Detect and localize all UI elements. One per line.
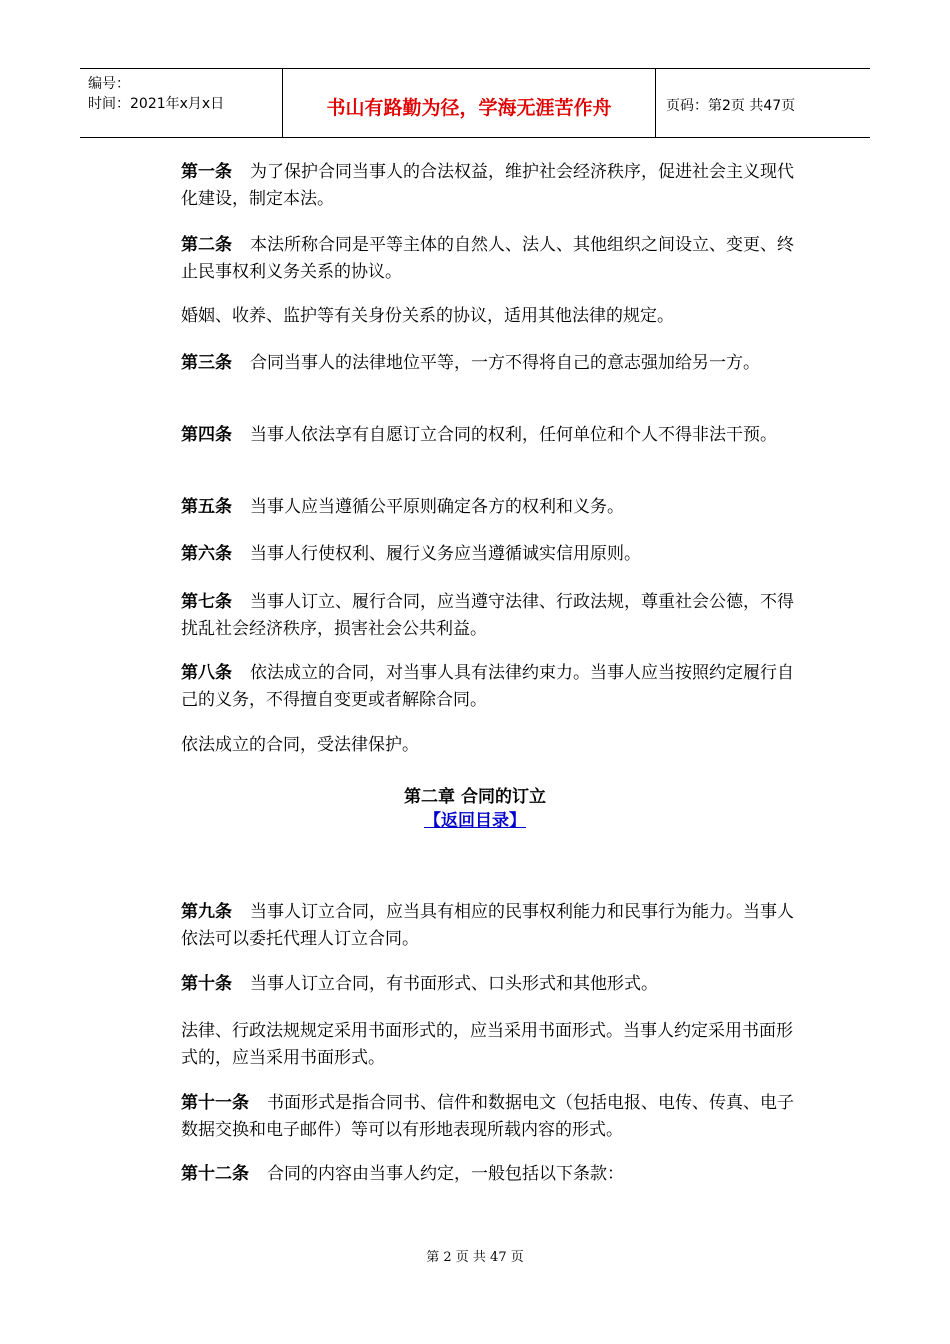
date-label: 时间：2021年x月x日 [88,96,225,112]
header-meta [80,69,283,137]
article-term: 第六条 [181,544,232,564]
article-text: 当事人订立、履行合同，应当遵守法律、行政法规，尊重社会公德，不得扰乱社会经济秩序，损害社会公共利益。 [181,592,794,639]
article-text: 依法成立的合同，受法律保护。 [181,735,419,755]
article-1 [145,159,805,213]
article-text: 书面形式是指合同书、信件和数据电文（包括电报、电传、传真、电子数据交换和电子邮件）等可以有形地表现所载内容的形式。 [181,1093,794,1140]
page-footer: 第 2 页 共 47 页 [426,1250,524,1265]
article-5 [145,494,805,521]
article-2-para [145,303,805,330]
article-10-para [145,1018,805,1072]
article-text: 当事人订立合同，应当具有相应的民事权利能力和民事行为能力。当事人依法可以委托代理人订立合同。 [181,902,794,949]
article-3 [145,350,805,377]
article-text: 婚姻、收养、监护等有关身份关系的协议，适用其他法律的规定。 [181,306,674,326]
article-text: 依法成立的合同，对当事人具有法律约束力。当事人应当按照约定履行自己的义务，不得擅自变更或者解除合同。 [181,663,794,710]
motto: 书山有路勤为径，学海无涯苦作舟 [326,97,612,119]
article-2 [145,232,805,286]
article-term: 第十条 [181,974,232,994]
article-8-para [145,732,805,759]
chapter-title: 第二章 合同的订立 [404,787,546,807]
article-text: 为了保护合同当事人的合法权益，维护社会经济秩序，促进社会主义现代化建设，制定本法。 [181,162,794,209]
header-page-cell [656,69,870,137]
article-term: 第七条 [181,592,232,612]
page-header [80,68,870,138]
article-12 [145,1161,805,1188]
article-term: 第三条 [181,353,232,373]
article-10 [145,971,805,998]
article-text: 合同当事人的法律地位平等，一方不得将自己的意志强加给另一方。 [250,353,760,373]
page-info: 页码：第2页 共47页 [666,98,796,114]
back-to-toc-link[interactable]: 【返回目录】 [424,811,526,831]
article-text: 当事人依法享有自愿订立合同的权利，任何单位和个人不得非法干预。 [250,425,777,445]
article-text: 合同的内容由当事人约定，一般包括以下条款： [267,1164,624,1184]
article-6 [145,541,805,568]
article-text: 本法所称合同是平等主体的自然人、法人、其他组织之间设立、变更、终止民事权利义务关系的协议。 [181,235,794,282]
article-text: 当事人行使权利、履行义务应当遵循诚实信用原则。 [250,544,641,564]
article-text: 当事人订立合同，有书面形式、口头形式和其他形式。 [250,974,658,994]
article-term: 第四条 [181,425,232,445]
article-term: 第十一条 [181,1093,249,1113]
article-8 [145,660,805,714]
article-9 [145,899,805,953]
article-4 [145,422,805,449]
article-text: 法律、行政法规规定采用书面形式的，应当采用书面形式。当事人约定采用书面形式的，应当采用书面形式。 [181,1021,793,1068]
article-term: 第一条 [181,162,232,182]
article-11 [145,1090,805,1144]
article-term: 第二条 [181,235,232,255]
header-motto-cell [283,69,656,137]
article-7 [145,589,805,643]
article-text: 当事人应当遵循公平原则确定各方的权利和义务。 [250,497,624,517]
article-term: 第十二条 [181,1164,249,1184]
back-to-toc-wrap [0,806,950,831]
article-term: 第九条 [181,902,232,922]
article-term: 第八条 [181,663,232,683]
number-label: 编号： [88,76,130,92]
article-term: 第五条 [181,497,232,517]
